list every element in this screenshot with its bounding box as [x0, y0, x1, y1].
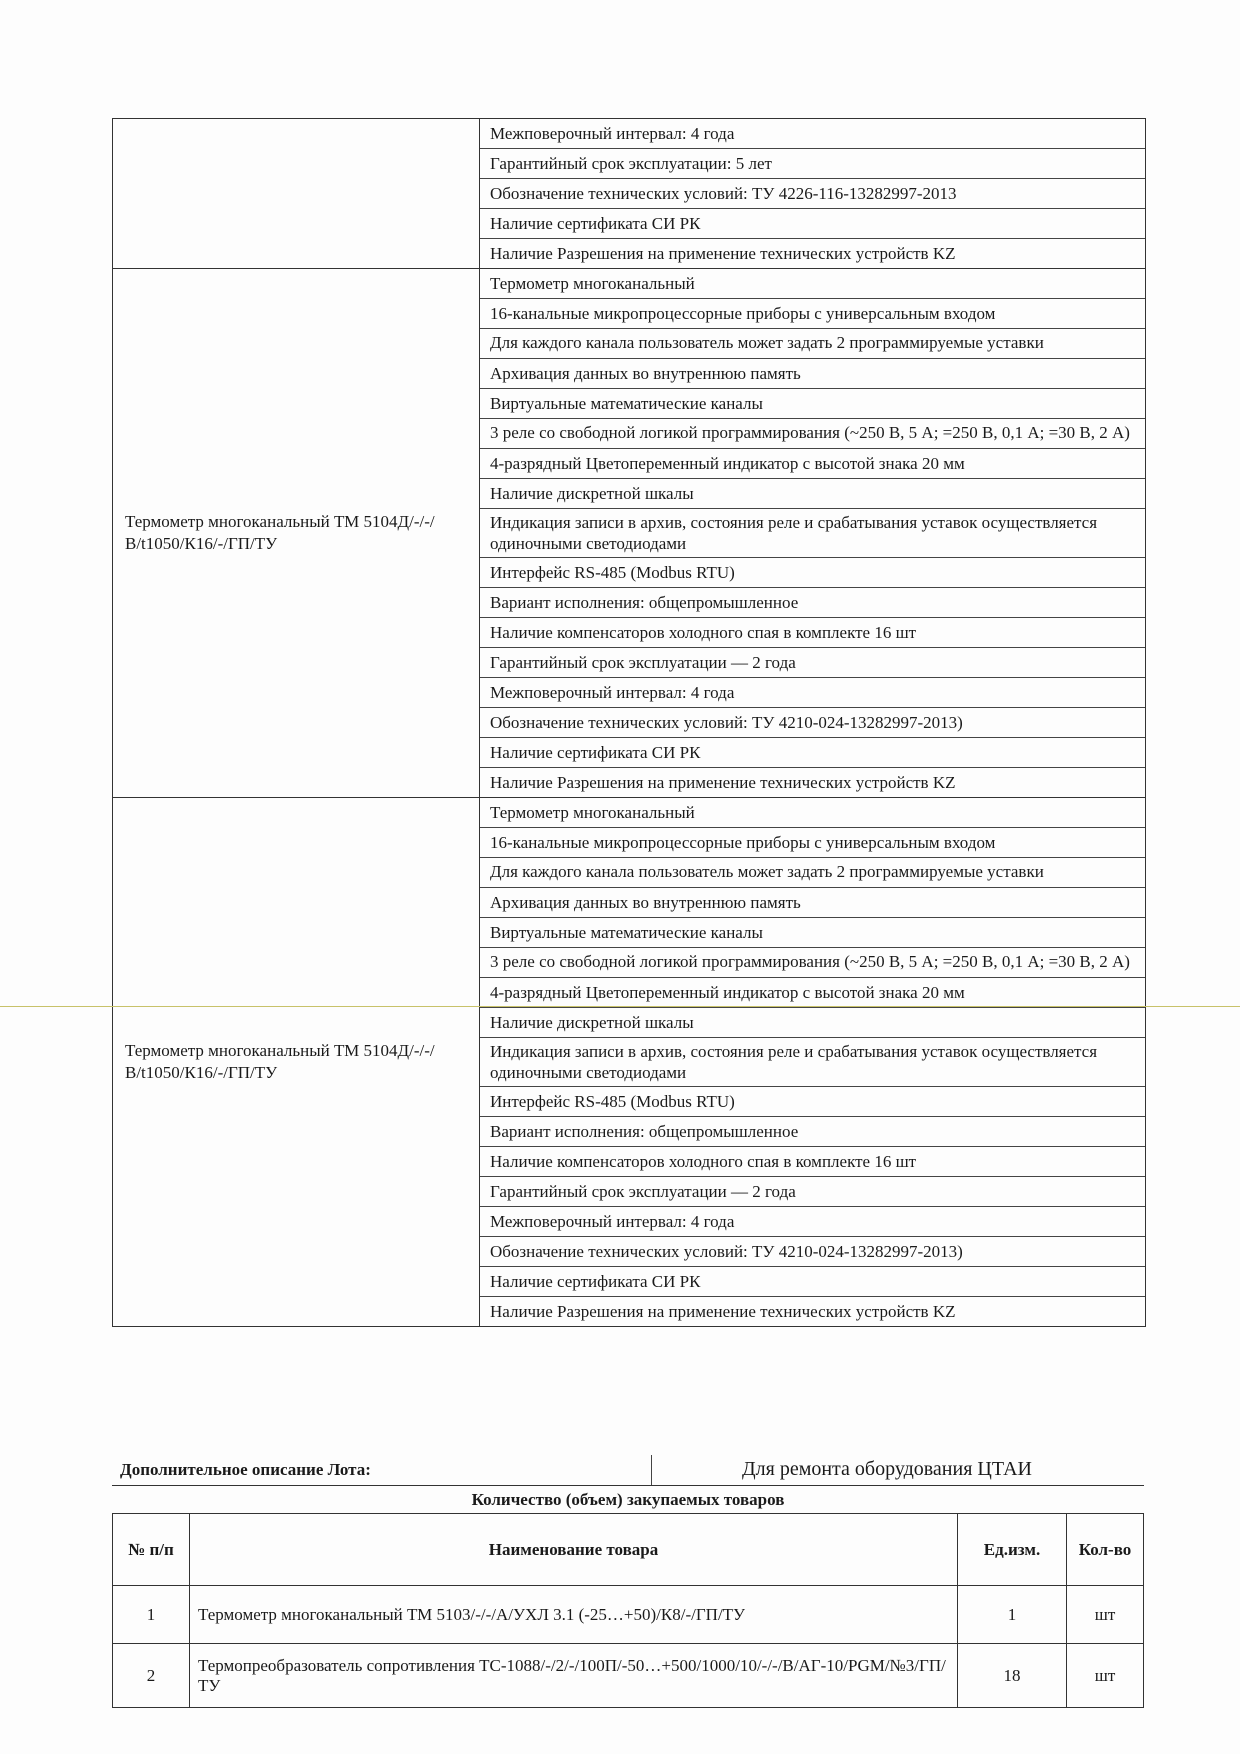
- spec-row: 4-разрядный Цветопеременный индикатор с высотой знака 20 мм: [480, 449, 1145, 479]
- lot-description: [112, 1455, 1144, 1486]
- spec-row: Вариант исполнения: общепромышленное: [480, 588, 1145, 618]
- spec-row: Наличие дискретной шкалы: [480, 1008, 1145, 1038]
- spec-row: Обозначение технических условий: ТУ 4210-024-13282997-2013): [480, 708, 1145, 738]
- spec-row: Интерфейс RS-485 (Modbus RTU): [480, 558, 1145, 588]
- spec-row: Гарантийный срок эксплуатации — 2 года: [480, 648, 1145, 678]
- row-unit: 18: [958, 1644, 1067, 1708]
- spec-row: Гарантийный срок эксплуатации: 5 лет: [480, 149, 1145, 179]
- row-num: 2: [113, 1644, 190, 1708]
- goods-header-row: [113, 1514, 1144, 1586]
- spec-row: Наличие сертификата СИ РК: [480, 209, 1145, 239]
- spec-characteristics: [480, 119, 1145, 268]
- spec-item-name: Термометр многоканальный ТМ 5104Д/-/-/В/t1050/К16/-/ГП/ТУ: [113, 269, 480, 797]
- spec-row: Индикация записи в архив, состояния реле и срабатывания уставок осуществляется одиночными светодиодами: [480, 509, 1145, 558]
- spec-row: 3 реле со свободной логикой программирования (~250 В, 5 А; =250 В, 0,1 А; =30 В, 2 А): [480, 948, 1145, 978]
- spec-row: Наличие Разрешения на применение технических устройств KZ: [490, 1302, 956, 1321]
- spec-row: Архивация данных во внутреннюю память: [480, 888, 1145, 918]
- row-name: Термопреобразователь сопротивления ТС-1088/-/2/-/100П/-50…+500/1000/10/-/-/В/АГ-10/PGM/№3/ГП/ТУ: [190, 1644, 958, 1708]
- spec-row: Для каждого канала пользователь может задать 2 программируемые уставки: [480, 858, 1145, 888]
- row-unit: 1: [958, 1586, 1067, 1644]
- spec-row: Индикация записи в архив, состояния реле и срабатывания уставок осуществляется одиночными светодиодами: [480, 1038, 1145, 1087]
- spec-group: [113, 119, 1145, 269]
- header-name: Наименование товара: [190, 1514, 958, 1586]
- spec-row: Наличие компенсаторов холодного спая в комплекте 16 шт: [480, 618, 1145, 648]
- spec-row: Наличие сертификата СИ РК: [480, 1267, 1145, 1297]
- spec-row: Наличие сертификата СИ РК: [480, 738, 1145, 768]
- spec-characteristics: [480, 798, 1145, 1326]
- row-qty: шт: [1067, 1586, 1144, 1644]
- row-qty: шт: [1067, 1644, 1144, 1708]
- spec-characteristics: [480, 269, 1145, 797]
- spec-row: 3 реле со свободной логикой программирования (~250 В, 5 А; =250 В, 0,1 А; =30 В, 2 А): [480, 419, 1145, 449]
- spec-row: Наличие Разрешения на применение технических устройств KZ: [490, 244, 956, 263]
- spec-row: Межповерочный интервал: 4 года: [480, 678, 1145, 708]
- quantity-title: Количество (объем) закупаемых товаров: [471, 1490, 785, 1509]
- header-num: № п/п: [113, 1514, 190, 1586]
- spec-row: Вариант исполнения: общепромышленное: [480, 1117, 1145, 1147]
- scan-artifact-line: [0, 1006, 1240, 1007]
- spec-item-name: [113, 119, 480, 268]
- spec-row: 16-канальные микропроцессорные приборы с универсальным входом: [480, 299, 1145, 329]
- spec-group: [113, 798, 1145, 1326]
- spec-row: Гарантийный срок эксплуатации — 2 года: [480, 1177, 1145, 1207]
- header-qty: Кол-во: [1067, 1514, 1144, 1586]
- spec-row: Межповерочный интервал: 4 года: [480, 119, 1145, 149]
- spec-row: Архивация данных во внутреннюю память: [480, 359, 1145, 389]
- spec-row: Наличие Разрешения на применение технических устройств KZ: [490, 773, 956, 792]
- spec-row: Обозначение технических условий: ТУ 4226-116-13282997-2013: [480, 179, 1145, 209]
- spec-row: Виртуальные математические каналы: [480, 389, 1145, 419]
- spec-row: Интерфейс RS-485 (Modbus RTU): [480, 1087, 1145, 1117]
- spec-row: Наличие дискретной шкалы: [480, 479, 1145, 509]
- spec-row: Термометр многоканальный: [480, 269, 1145, 299]
- row-name: Термометр многоканальный ТМ 5103/-/-/А/УХЛ 3.1 (-25…+50)/К8/-/ГП/ТУ: [190, 1586, 958, 1644]
- table-row: [113, 1586, 1144, 1644]
- lot-value: Для ремонта оборудования ЦТАИ: [742, 1458, 1032, 1480]
- spec-group: [113, 269, 1145, 798]
- spec-row: Обозначение технических условий: ТУ 4210-024-13282997-2013): [480, 1237, 1145, 1267]
- spec-row: 16-канальные микропроцессорные приборы с универсальным входом: [480, 828, 1145, 858]
- spec-item-name: Термометр многоканальный ТМ 5104Д/-/-/В/t1050/К16/-/ГП/ТУ: [113, 798, 480, 1326]
- spec-row: Наличие компенсаторов холодного спая в комплекте 16 шт: [480, 1147, 1145, 1177]
- row-num: 1: [113, 1586, 190, 1644]
- spec-row: Межповерочный интервал: 4 года: [480, 1207, 1145, 1237]
- goods-table: [112, 1513, 1144, 1708]
- header-unit: Ед.изм.: [958, 1514, 1067, 1586]
- spec-row: Термометр многоканальный: [480, 798, 1145, 828]
- lot-label: Дополнительное описание Лота:: [112, 1455, 652, 1485]
- spec-table: [112, 118, 1146, 1327]
- spec-row: 4-разрядный Цветопеременный индикатор с высотой знака 20 мм: [480, 978, 1145, 1008]
- spec-row: Для каждого канала пользователь может задать 2 программируемые уставки: [480, 329, 1145, 359]
- spec-row: Виртуальные математические каналы: [480, 918, 1145, 948]
- table-row: [113, 1644, 1144, 1708]
